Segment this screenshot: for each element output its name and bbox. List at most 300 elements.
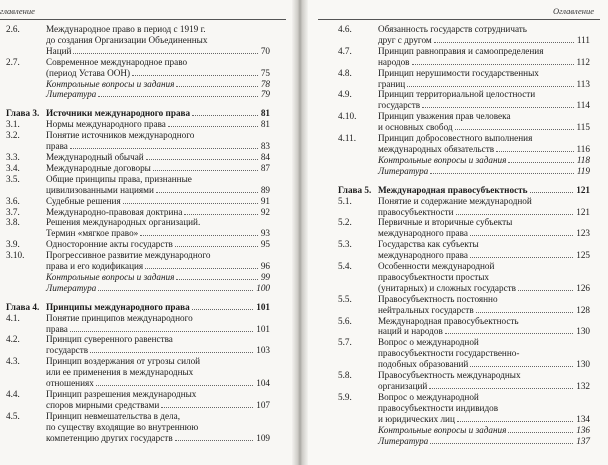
entry-title-line: Принцип уважения прав человека — [378, 111, 511, 122]
dot-leader — [70, 331, 253, 332]
entry-title-line — [46, 261, 270, 272]
entry-title-line — [378, 155, 590, 166]
section-number: 2.7. — [6, 56, 20, 67]
toc-chapter-entry — [6, 108, 270, 119]
toc-entry — [6, 119, 270, 130]
entry-title-line: Принцип территориальной целостности — [378, 89, 536, 100]
page-number: 78 — [260, 78, 270, 89]
page-number: 101 — [256, 323, 270, 334]
entry-title-text: компетенцию других государств — [46, 432, 173, 443]
toc-entry — [6, 174, 270, 196]
toc-entry — [6, 228, 270, 239]
entry-title-text: Односторонние акты государств — [46, 239, 173, 250]
entry-title-line: правосубъектности простых — [378, 271, 489, 282]
entry-title-line — [378, 185, 590, 196]
toc-entry — [338, 46, 590, 68]
entry-title — [46, 411, 270, 444]
entry-title — [46, 302, 270, 313]
entry-title-line: Государства как субъекты — [378, 239, 479, 250]
page-number: 107 — [256, 399, 270, 410]
toc-entry — [338, 133, 590, 155]
entry-title — [46, 334, 270, 356]
entry-title — [378, 155, 590, 166]
entry-title-line — [46, 378, 270, 389]
entry-title — [378, 185, 590, 196]
entry-title-line — [378, 57, 590, 68]
entry-title-line: Понятие принципов международного — [46, 312, 193, 323]
toc-entry — [6, 250, 270, 272]
entry-title-text: и юридических лиц — [378, 413, 455, 424]
dot-leader — [96, 385, 253, 386]
toc-entry — [338, 68, 590, 90]
page-number: 109 — [256, 432, 270, 443]
entry-title-line — [378, 425, 590, 436]
section-number: 4.1. — [6, 312, 20, 323]
dot-leader — [434, 42, 574, 43]
dot-leader — [508, 432, 573, 433]
page-number: 75 — [260, 67, 270, 78]
dot-leader — [455, 129, 574, 130]
section-number: 3.10. — [6, 250, 25, 261]
toc-entry — [338, 239, 590, 261]
dot-leader — [132, 75, 258, 76]
dot-leader — [496, 151, 573, 152]
page-number: 81 — [260, 119, 270, 130]
entry-title — [378, 24, 590, 46]
entry-title — [378, 392, 590, 425]
entry-title-line — [46, 400, 270, 411]
page-number: 121 — [576, 206, 590, 217]
page-number: 83 — [260, 141, 270, 152]
entry-title-line — [378, 207, 590, 218]
entry-title-line — [46, 272, 270, 283]
entry-title-line — [378, 436, 590, 447]
entry-title — [46, 207, 270, 218]
entry-title — [46, 283, 270, 294]
entry-title-line — [46, 119, 270, 130]
page-number: 132 — [576, 381, 590, 391]
toc-entry — [338, 425, 590, 436]
entry-title-line — [46, 163, 270, 174]
section-number: 4.7. — [338, 45, 352, 56]
entry-title-line — [378, 228, 590, 239]
entry-title — [378, 436, 590, 447]
toc-entry — [6, 411, 270, 444]
entry-title-line — [378, 305, 590, 316]
toc-entry — [338, 294, 590, 316]
page-number: 112 — [576, 56, 590, 67]
entry-title-line: правосубъектности государственно- — [378, 348, 520, 359]
chapter-label: Глава 5. — [338, 184, 372, 195]
entry-title-line — [46, 108, 270, 119]
page-number: 104 — [256, 378, 270, 389]
page-number: 96 — [260, 261, 270, 272]
entry-title-text: подобных образований — [378, 359, 469, 370]
entry-title-text: нейтральных государств — [378, 304, 474, 315]
dot-leader — [145, 268, 258, 269]
entry-title — [46, 108, 270, 119]
toc-entry — [6, 239, 270, 250]
page-number: 87 — [260, 162, 270, 173]
entry-title-text: споров мирными средствами — [46, 399, 160, 410]
toc-entry — [338, 166, 590, 177]
entry-title — [46, 313, 270, 335]
entry-title — [378, 46, 590, 68]
section-number: 4.6. — [338, 24, 352, 34]
page-number: 99 — [260, 271, 270, 282]
entry-title — [378, 261, 590, 294]
entry-title-text: Контрольные вопросы и задания — [378, 424, 507, 435]
toc-entry — [6, 389, 270, 411]
book-gutter — [292, 0, 308, 465]
section-number: 5.1. — [338, 195, 352, 206]
entry-title — [378, 68, 590, 90]
page-number: 134 — [576, 413, 590, 424]
toc-entry — [6, 163, 270, 174]
toc-entry — [338, 111, 590, 133]
page-number: 84 — [260, 151, 270, 162]
section-number: 3.9. — [6, 239, 20, 250]
toc-entry — [338, 89, 590, 111]
entry-title-text: права — [46, 141, 68, 152]
entry-title-line — [46, 302, 270, 313]
page-number: 100 — [256, 282, 270, 293]
entry-title — [378, 133, 590, 155]
entry-title-text: цивилизованными нациями — [46, 184, 154, 195]
dot-leader — [530, 192, 574, 193]
page-number: 125 — [576, 250, 590, 261]
page-number: 130 — [576, 326, 590, 337]
entry-title-line — [46, 46, 270, 57]
entry-title-text: права — [46, 323, 68, 334]
section-number: 5.8. — [338, 370, 352, 381]
dot-leader — [456, 214, 574, 215]
toc-list-left — [6, 24, 270, 444]
entry-title-text: народов — [378, 56, 410, 67]
entry-title — [378, 89, 590, 111]
entry-title-text: международного права — [378, 228, 468, 239]
page-number: 137 — [576, 435, 590, 446]
running-head-right: Оглавление — [552, 6, 594, 16]
page-number: 70 — [260, 45, 270, 56]
page-number: 92 — [260, 206, 270, 217]
dot-leader — [476, 312, 574, 313]
entry-title-line: Вопрос о международной — [378, 337, 479, 348]
entry-title-line — [378, 144, 590, 155]
entry-title — [46, 24, 270, 57]
entry-title-line: Принцип невмешательства в дела, — [46, 410, 180, 421]
entry-title-line: Международное право в период с 1919 г. — [46, 24, 206, 34]
entry-title-text: наций и народов — [378, 326, 443, 337]
entry-title-line — [46, 283, 270, 294]
entry-title — [46, 217, 270, 228]
entry-title-line: Прогрессивное развитие международного — [46, 250, 211, 261]
section-number: 4.3. — [6, 356, 20, 367]
dot-leader — [168, 126, 258, 127]
entry-title-line — [46, 345, 270, 356]
entry-title — [46, 250, 270, 272]
toc-entry — [338, 24, 590, 46]
entry-title-line — [378, 166, 590, 177]
page-number: 103 — [256, 345, 270, 356]
entry-title-text: права и его кодификация — [46, 261, 144, 272]
entry-title-text: международного права — [378, 250, 468, 261]
entry-title — [378, 370, 590, 392]
entry-title-line: Принцип добросовестного выполнения — [378, 133, 533, 144]
dot-leader — [176, 279, 257, 280]
section-number: 3.2. — [6, 130, 20, 141]
entry-title-line: Особенности международной — [378, 261, 495, 272]
entry-title-text: Контрольные вопросы и задания — [46, 78, 175, 89]
entry-title-line — [46, 141, 270, 152]
entry-title-line — [46, 228, 270, 239]
entry-title-text: организаций — [378, 381, 428, 391]
entry-title-text: Принципы международного права — [46, 301, 190, 312]
entry-title-text: Решения международных организаций. — [46, 217, 201, 228]
entry-title-line — [46, 79, 270, 90]
dot-leader — [176, 86, 257, 87]
section-number: 4.11. — [338, 133, 357, 144]
section-number: 5.7. — [338, 337, 352, 348]
toc-entry — [338, 217, 590, 239]
section-number: 3.7. — [6, 206, 20, 217]
page-number: 95 — [260, 239, 270, 250]
dot-leader — [407, 86, 573, 87]
entry-title — [378, 166, 590, 177]
running-head-left: главление — [0, 6, 35, 16]
entry-title — [378, 425, 590, 436]
dot-leader — [422, 107, 573, 108]
entry-title-line: Принцип воздержания от угрозы силой — [46, 356, 201, 367]
section-number: 5.5. — [338, 293, 352, 304]
entry-title-text: Международные договоры — [46, 162, 151, 173]
entry-title-line — [46, 239, 270, 250]
entry-title-line — [378, 122, 590, 133]
toc-entry — [6, 152, 270, 163]
section-number: 5.6. — [338, 315, 352, 326]
section-number: 2.6. — [6, 24, 20, 34]
entry-title-text: правосубъектности — [378, 206, 454, 217]
toc-entry — [6, 57, 270, 79]
toc-chapter-entry — [6, 302, 270, 313]
entry-title-line — [378, 79, 590, 90]
entry-title-text: Термин «мягкое право» — [46, 228, 139, 239]
toc-entry — [6, 272, 270, 283]
entry-title — [378, 337, 590, 370]
dot-leader — [518, 290, 573, 291]
entry-title-text: Наций — [46, 45, 72, 56]
entry-title — [46, 152, 270, 163]
dot-leader — [192, 115, 258, 116]
dot-leader — [98, 290, 253, 291]
entry-title-text: Нормы международного права — [46, 119, 166, 130]
entry-title — [378, 316, 590, 338]
entry-title-line: Обязанность государств сотрудничать — [378, 24, 527, 34]
entry-title-text: отношениях — [46, 378, 94, 389]
entry-title — [46, 174, 270, 196]
section-number: 4.2. — [6, 334, 20, 345]
toc-entry — [6, 313, 270, 335]
entry-title — [46, 389, 270, 411]
page-number: 113 — [576, 78, 590, 89]
entry-title — [46, 228, 270, 239]
entry-title-line — [378, 100, 590, 111]
section-number: 3.1. — [6, 119, 20, 130]
page-number: 121 — [576, 184, 590, 195]
entry-title — [46, 130, 270, 152]
toc-entry — [338, 392, 590, 425]
entry-title-text: Международно-правовая доктрина — [46, 206, 183, 217]
entry-title-line — [378, 326, 590, 337]
entry-title-text: Контрольные вопросы и задания — [46, 271, 175, 282]
entry-title — [46, 57, 270, 79]
dot-leader — [457, 421, 573, 422]
entry-title-text: государств — [378, 100, 421, 111]
page-number: 115 — [576, 122, 590, 133]
page-number: 116 — [576, 143, 590, 154]
section-number: 3.5. — [6, 173, 20, 184]
entry-title-text: и основных свобод — [378, 122, 453, 133]
header-rule-right — [318, 19, 600, 20]
page-number: 89 — [260, 184, 270, 195]
entry-title-line: Принцип равноправия и самоопределения — [378, 45, 544, 56]
toc-entry — [6, 79, 270, 90]
entry-title-text: друг с другом — [378, 34, 432, 45]
chapter-label: Глава 4. — [6, 301, 40, 312]
entry-title — [46, 79, 270, 90]
page-number: 119 — [576, 165, 590, 176]
entry-title-line: до создания Организации Объединенных — [46, 34, 208, 45]
entry-title-text: государств — [46, 345, 89, 356]
page-number: 81 — [260, 108, 270, 119]
entry-title-text: Литература — [378, 165, 429, 176]
section-number: 3.8. — [6, 217, 20, 228]
entry-title-line — [46, 217, 270, 228]
entry-title — [378, 239, 590, 261]
dot-leader — [470, 366, 573, 367]
toc-entry — [338, 155, 590, 166]
section-number: 4.5. — [6, 410, 20, 421]
entry-title-line — [46, 207, 270, 218]
page-number: 130 — [576, 359, 590, 370]
entry-title — [46, 89, 270, 100]
entry-title-line: Принцип разрешения международных — [46, 389, 197, 399]
dot-leader — [445, 333, 573, 334]
entry-title-text: Контрольные вопросы и задания — [378, 154, 507, 165]
entry-title-line: Понятие источников международного — [46, 130, 195, 141]
dot-leader — [140, 235, 258, 236]
section-number: 5.9. — [338, 391, 352, 402]
page-number: 128 — [576, 304, 590, 315]
entry-title-line — [378, 414, 590, 425]
page-number: 91 — [260, 195, 270, 206]
toc-entry — [338, 316, 590, 338]
page-number: 93 — [260, 228, 270, 239]
dot-leader — [175, 246, 258, 247]
entry-title-line — [46, 152, 270, 163]
page-number: 136 — [576, 424, 590, 435]
section-number: 5.3. — [338, 239, 352, 250]
entry-title-line: Первичные и вторичные субъекты — [378, 217, 513, 228]
entry-title-text: (период Устава ООН) — [46, 67, 131, 78]
toc-entry — [338, 370, 590, 392]
entry-title — [46, 196, 270, 207]
entry-title-text: Международный обычай — [46, 151, 144, 162]
dot-leader — [153, 170, 258, 171]
dot-leader — [508, 162, 573, 163]
entry-title-line: Правосубъектность постоянно — [378, 293, 498, 304]
entry-title-line: Международная правосубъектность — [378, 315, 519, 326]
entry-title — [46, 239, 270, 250]
page-number: 118 — [576, 154, 590, 165]
entry-title-line — [46, 433, 270, 444]
entry-title — [46, 272, 270, 283]
toc-entry — [338, 337, 590, 370]
section-number: 4.4. — [6, 389, 20, 399]
entry-title-text: Источники международного права — [46, 108, 191, 119]
dot-leader — [184, 214, 257, 215]
entry-title-text: Международная правосубъектность — [378, 184, 528, 195]
section-number: 3.6. — [6, 195, 20, 206]
page-number: 101 — [256, 301, 270, 312]
entry-title — [378, 294, 590, 316]
entry-title-line — [378, 35, 590, 46]
dot-leader — [192, 309, 254, 310]
entry-title-line — [46, 68, 270, 79]
header-rule-left — [0, 19, 286, 20]
toc-entry — [6, 356, 270, 389]
entry-title — [46, 119, 270, 130]
entry-title — [378, 111, 590, 133]
entry-title-line: правосубъектности индивидов — [378, 402, 499, 413]
page-number: 79 — [260, 89, 270, 100]
entry-title-line — [378, 359, 590, 370]
toc-entry — [6, 196, 270, 207]
entry-title-text: Судебные решения — [46, 195, 121, 206]
dot-leader — [156, 192, 258, 193]
entry-title-line: по существу входящие во внутреннюю — [46, 421, 199, 432]
toc-entry — [6, 207, 270, 218]
page-number: 126 — [576, 282, 590, 293]
dot-leader — [123, 203, 258, 204]
section-number: 4.9. — [338, 89, 352, 100]
entry-title-line: Вопрос о международной — [378, 391, 479, 402]
dot-leader — [412, 64, 574, 65]
toc-entry — [338, 436, 590, 447]
entry-title-text: Литература — [46, 282, 97, 293]
entry-title-line — [378, 381, 590, 392]
toc-entry — [6, 217, 270, 228]
section-number: 3.3. — [6, 151, 20, 162]
entry-title-text: международных обязательств — [378, 143, 495, 154]
toc-entry — [6, 130, 270, 152]
entry-title-line: Принцип нерушимости государственных — [378, 67, 539, 78]
entry-title-line: Общие принципы права, признанные — [46, 173, 192, 184]
dot-leader — [90, 352, 253, 353]
toc-entry — [338, 196, 590, 218]
page-number: 123 — [576, 228, 590, 239]
entry-title-line — [46, 185, 270, 196]
entry-title-line — [378, 250, 590, 261]
right-page — [304, 0, 608, 465]
entry-title-line: Современное международное право — [46, 56, 188, 67]
section-number: 5.2. — [338, 217, 352, 228]
dot-leader — [161, 407, 253, 408]
entry-title-text: Литература — [378, 435, 429, 446]
dot-leader — [470, 257, 573, 258]
toc-list-right — [338, 24, 590, 446]
section-number: 4.10. — [338, 111, 357, 122]
